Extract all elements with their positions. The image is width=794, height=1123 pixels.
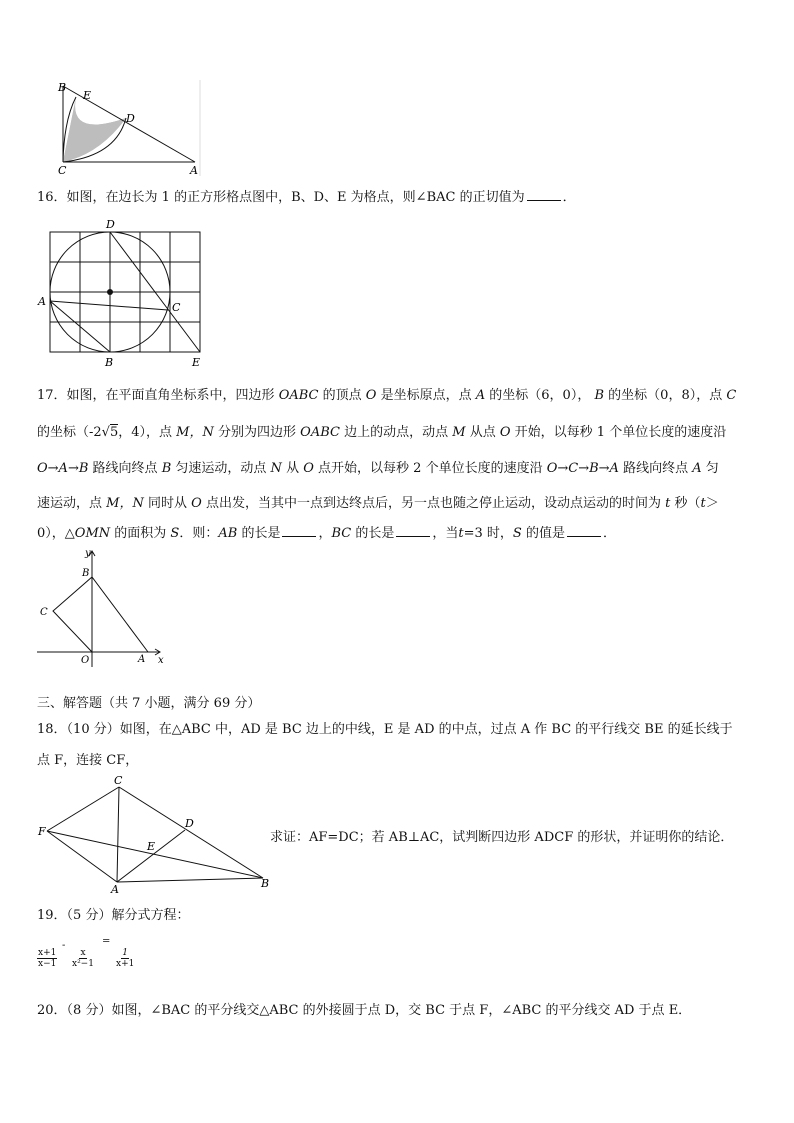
label-A: A [190, 164, 198, 177]
answer-blank [396, 524, 430, 537]
label-E: E [192, 356, 201, 369]
question-17-line-1: 17．如图，在平面直角坐标系中，四边形 OABC 的顶点 O 是坐标原点，点 A 的坐标（6，0）， B 的坐标（0，8），点 C [37, 388, 737, 403]
q16-text: 16．如图，在边长为 1 的正方形格点图中，B、D、E 为格点，则∠BAC 的正切值为 [37, 190, 525, 205]
label-C: C [58, 164, 67, 177]
question-18-line-1: 18．（10 分）如图，在△ABC 中，AD 是 BC 边上的中线，E 是 AD 的中点，过点 A 作 BC 的平行线交 BE 的延长线于 [37, 722, 733, 737]
label-D: D [185, 817, 194, 830]
label-D: D [106, 218, 115, 231]
fraction-3: $\frac{1}{x+1}$ [116, 948, 135, 969]
fraction-1: $\frac{x+1}{x-1}$ [38, 948, 57, 969]
label-C: C [172, 301, 181, 314]
label-A: A [138, 654, 146, 665]
question-18-line-2: 点 F，连接 CF， [37, 753, 139, 768]
label-B: B [82, 568, 90, 579]
label-E: E [147, 840, 156, 853]
question-17-line-3: O→A→B 路线向终点 B 匀速运动，动点 N 从 O 点开始，以每秒 2 个单位长度的速度沿 O→C→B→A 路线向终点 A 匀 [37, 461, 719, 476]
label-y: y [85, 548, 91, 559]
question-18-task: 求证：AF=DC；若 AB⊥AC，试判断四边形 ADCF 的形状，并证明你的结论． [270, 830, 734, 845]
question-17-line-4: 速运动，点 M，N 同时从 O 点出发，当其中一点到达终点后，另一点也随之停止运动，设动点运动的时间为 t 秒（t＞ [37, 496, 719, 511]
label-D: D [126, 112, 135, 125]
question-17-line-5: 0），△OMN 的面积为 S．则：AB 的长是 ，BC 的长是 ，当t=3 时，S 的值是 ． [37, 526, 616, 541]
figure-q16 [35, 215, 210, 370]
equals-sign: = [102, 936, 111, 947]
answer-blank [282, 524, 316, 537]
label-C: C [40, 607, 48, 618]
fraction-2: $\frac{x}{\text{x²−1}}$ [72, 948, 94, 969]
label-O: O [81, 655, 90, 666]
sqrt-sign: √ [101, 425, 110, 440]
figure-q17 [35, 545, 170, 670]
label-B: B [261, 877, 270, 890]
label-x: x [158, 655, 164, 666]
question-19: 19．（5 分）解分式方程： [37, 908, 190, 923]
label-B: B [105, 356, 114, 369]
minus-sign: - [62, 940, 66, 951]
question-20: 20．（8 分）如图，∠BAC 的平分线交△ABC 的外接圆于点 D，交 BC 于点 F，∠ABC 的平分线交 AD 于点 E． [37, 1003, 692, 1018]
section-heading: 三、解答题（共 7 小题，满分 69 分） [37, 696, 261, 711]
question-17-line-2: 的坐标（-2√5，4），点 M，N 分别为四边形 OABC 边上的动点，动点 M 从点 O 开始，以每秒 1 个单位长度的速度沿 [37, 425, 727, 440]
answer-blank [567, 524, 601, 537]
figure-q15 [50, 78, 210, 178]
label-E: E [83, 89, 92, 102]
label-B: B [58, 81, 67, 94]
label-F: F [38, 825, 46, 838]
label-A: A [38, 295, 46, 308]
answer-blank [527, 188, 561, 201]
label-A: A [111, 883, 119, 896]
figure-q18 [35, 772, 275, 897]
label-C: C [114, 774, 123, 787]
question-16: 16．如图，在边长为 1 的正方形格点图中，B、D、E 为格点，则∠BAC 的正切值为 ． [37, 190, 576, 205]
